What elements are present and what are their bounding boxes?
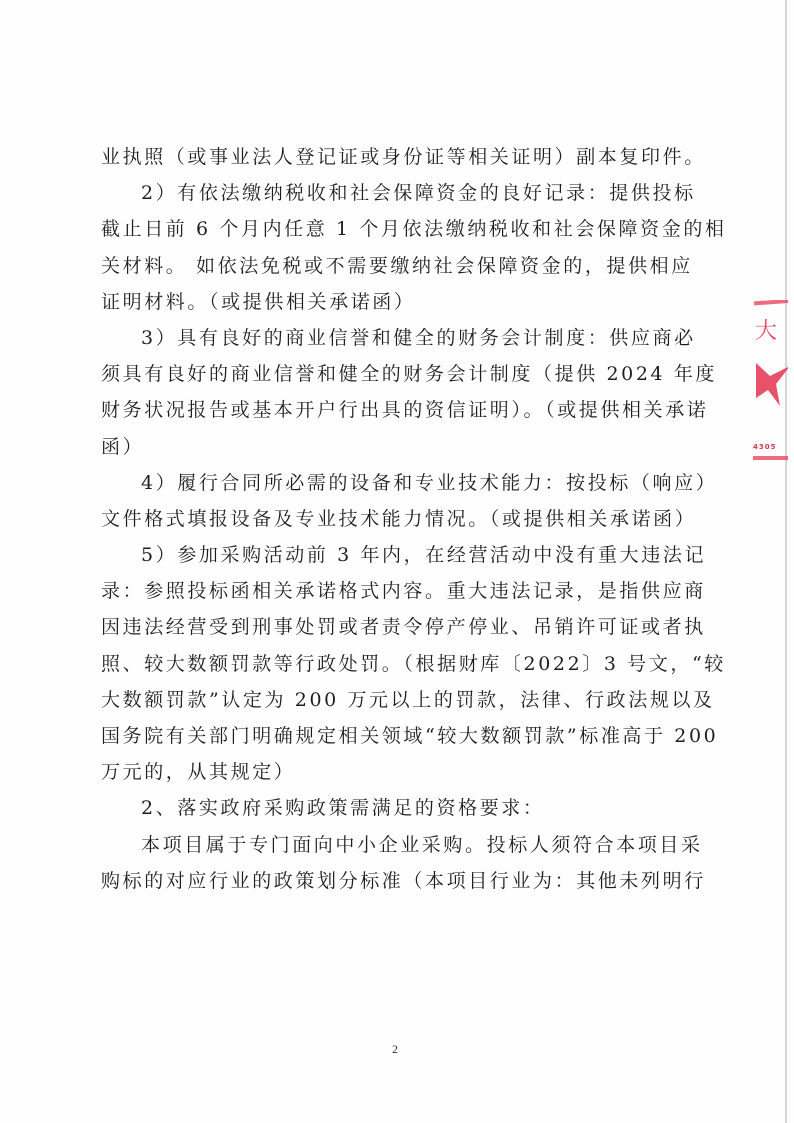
text-line: 购标的对应行业的政策划分标准（本项目行业为：其他未列明行 xyxy=(101,869,706,892)
text-line: 须具有良好的商业信誉和健全的财务会计制度（提供 2024 年度 xyxy=(101,363,718,386)
text-line: 文件格式填报设备及专业技术能力情况。（或提供相关承诺函） xyxy=(101,507,697,530)
seal-border-arc xyxy=(753,456,788,460)
official-seal-stamp xyxy=(752,300,788,475)
text-line: 照、较大数额罚款等行政处罚。（根据财库〔2022〕3 号文，“较 xyxy=(101,652,726,675)
text-line: 财务状况报告或基本开户行出具的资信证明）。（或提供相关承诺 xyxy=(101,399,709,422)
section-heading: 2、落实政府采购政策需满足的资格要求： xyxy=(141,797,545,820)
text-line: 关材料。 如依法免税或不需要缴纳社会保障资金的，提供相应 xyxy=(101,254,693,277)
text-line: 2）有依法缴纳税收和社会保障资金的良好记录：提供投标 xyxy=(141,182,696,205)
text-line: 证明材料。（或提供相关承诺函） xyxy=(101,290,416,313)
seal-text: 大 xyxy=(755,319,778,344)
text-line: 录：参照投标函相关承诺格式内容。重大违法记录，是指供应商 xyxy=(101,580,706,603)
text-line: 大数额罚款”认定为 200 万元以上的罚款，法律、行政法规以及 xyxy=(101,688,715,711)
page-number: 2 xyxy=(392,1042,398,1056)
text-line: 5）参加采购活动前 3 年内，在经营活动中没有重大违法记 xyxy=(141,544,707,567)
text-line: 4）履行合同所必需的设备和专业技术能力：按投标（响应） xyxy=(141,471,718,494)
document-body xyxy=(101,139,727,899)
text-line: 因违法经营受到刑事处罚或者责令停产停业、吊销许可证或者执 xyxy=(101,616,706,639)
text-line: 国务院有关部门明确规定相关领域“较大数额罚款”标准高于 200 xyxy=(101,725,719,747)
star-icon xyxy=(756,358,788,408)
text-line: 本项目属于专门面向中小企业采购。投标人须符合本项目采 xyxy=(141,833,703,856)
seal-code: 4305 xyxy=(753,443,777,451)
text-line: 业执照（或事业法人登记证或身份证等相关证明）副本复印件。 xyxy=(101,146,706,168)
text-line: 函） xyxy=(101,435,145,458)
text-line: 3）具有良好的商业信誉和健全的财务会计制度：供应商必 xyxy=(141,326,696,349)
text-line: 截止日前 6 个月内任意 1 个月依法缴纳税收和社会保障资金的相 xyxy=(101,218,727,241)
text-line: 万元的，从其规定） xyxy=(101,761,296,784)
seal-border-arc xyxy=(754,300,788,305)
page-edge-divider xyxy=(785,0,787,1123)
